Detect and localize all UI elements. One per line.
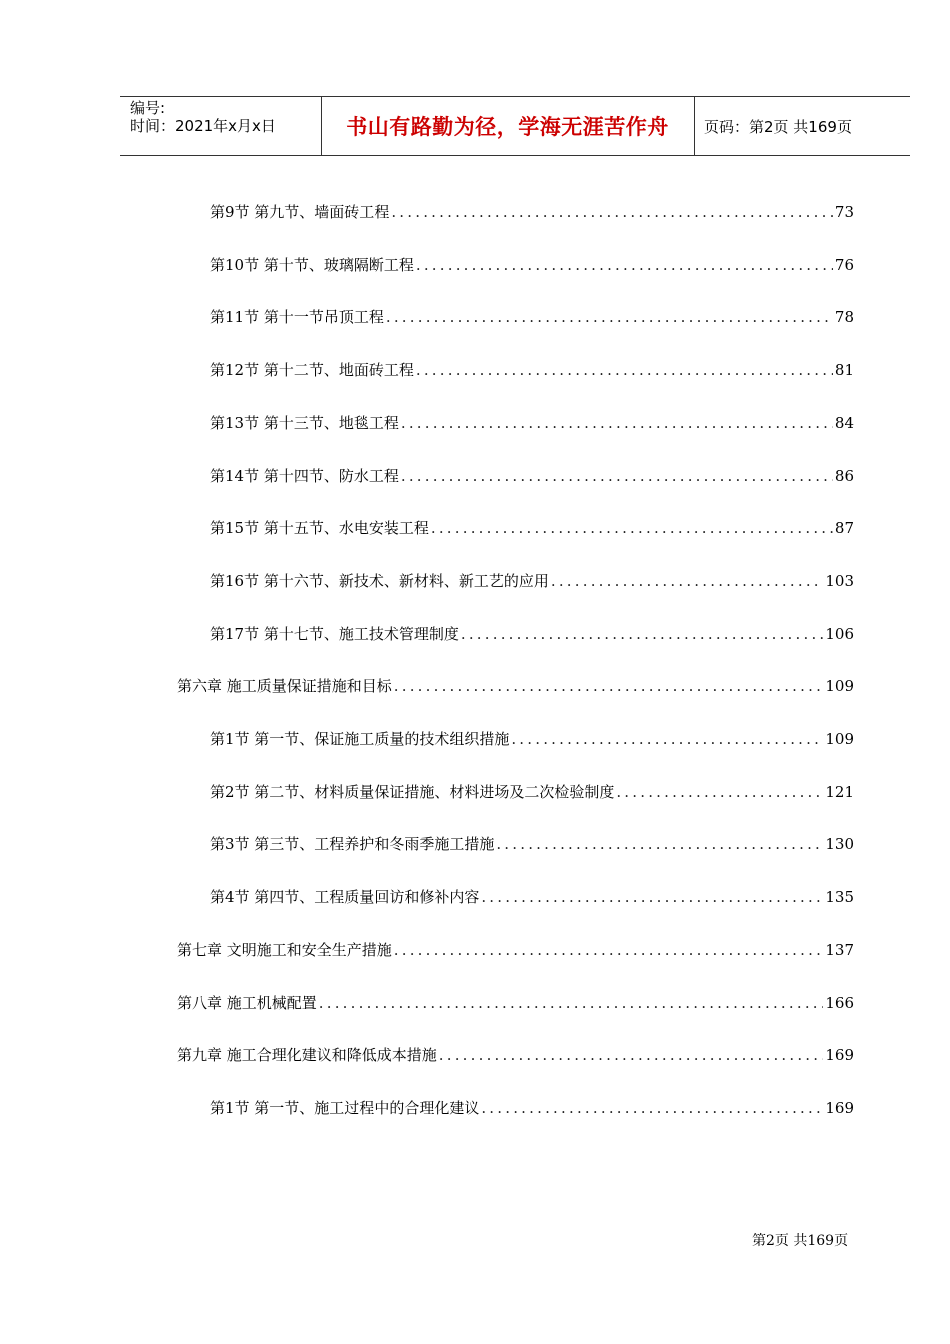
toc-entry[interactable] xyxy=(177,938,854,962)
toc-entry-page: 137 xyxy=(825,940,854,959)
toc-entry-label: 第10节 第十节、玻璃隔断工程 xyxy=(210,255,414,274)
code-label: 编号: xyxy=(130,99,166,117)
toc-entry-page: 86 xyxy=(834,466,854,485)
toc-dot-leader xyxy=(416,253,833,277)
toc-entry-label: 第11节 第十一节吊顶工程 xyxy=(210,308,384,327)
toc-entry-page: 106 xyxy=(825,624,854,643)
header-page-info: 页码：第2页 共169页 xyxy=(704,117,852,136)
toc-entry[interactable] xyxy=(210,622,854,646)
toc-entry-label: 第2节 第二节、材料质量保证措施、材料进场及二次检验制度 xyxy=(210,782,615,801)
toc-entry[interactable] xyxy=(177,991,854,1015)
toc-entry[interactable] xyxy=(210,253,854,277)
toc-entry-page: 109 xyxy=(825,677,854,696)
toc-entry-label: 第13节 第十三节、地毯工程 xyxy=(210,413,399,432)
toc-entry-label: 第16节 第十六节、新技术、新材料、新工艺的应用 xyxy=(210,571,549,590)
toc-entry-page: 109 xyxy=(825,730,854,748)
toc-entry-page: 103 xyxy=(825,571,854,590)
toc-entry[interactable] xyxy=(210,305,854,329)
toc-entry-label: 第15节 第十五节、水电安装工程 xyxy=(210,519,429,538)
toc-entry[interactable] xyxy=(210,516,854,540)
toc-entry-page: 166 xyxy=(825,993,854,1012)
toc-dot-leader xyxy=(481,1096,823,1120)
toc-entry-label: 第12节 第十二节、地面砖工程 xyxy=(210,361,414,380)
header-meta xyxy=(130,99,276,135)
toc-entry-label: 第九章 施工合理化建议和降低成本措施 xyxy=(177,1046,437,1065)
toc-entry-label: 第1节 第一节、保证施工质量的技术组织措施 xyxy=(210,730,510,748)
toc-entry[interactable] xyxy=(210,569,854,593)
toc-entry-page: 169 xyxy=(825,1098,854,1117)
toc-entry[interactable] xyxy=(210,832,854,856)
toc-entry-label: 第9节 第九节、墙面砖工程 xyxy=(210,203,390,221)
toc-dot-leader xyxy=(394,674,824,698)
toc-entry[interactable] xyxy=(210,780,854,804)
toc-dot-leader xyxy=(616,780,823,804)
toc-entry[interactable] xyxy=(177,674,854,698)
toc-entry-label: 第4节 第四节、工程质量回访和修补内容 xyxy=(210,888,480,907)
toc-entry-page: 78 xyxy=(834,308,854,327)
toc-dot-leader xyxy=(394,938,824,962)
toc-entry[interactable] xyxy=(210,200,854,224)
toc-dot-leader xyxy=(401,464,833,488)
toc-entry[interactable] xyxy=(210,1096,854,1120)
toc-dot-leader xyxy=(496,832,823,856)
header-divider xyxy=(694,97,695,155)
toc-entry-label: 第1节 第一节、施工过程中的合理化建议 xyxy=(210,1098,480,1117)
toc-entry-page: 169 xyxy=(825,1046,854,1065)
toc-entry-page: 87 xyxy=(834,519,854,538)
page-header xyxy=(120,96,910,156)
toc-dot-leader xyxy=(386,305,833,329)
toc-entry[interactable] xyxy=(210,358,854,382)
toc-dot-leader xyxy=(439,1043,824,1067)
toc-entry-page: 130 xyxy=(825,835,854,854)
toc-dot-leader xyxy=(401,411,833,435)
toc-dot-leader xyxy=(461,622,824,646)
toc-entry[interactable] xyxy=(210,411,854,435)
time-label: 时间：2021年x月x日 xyxy=(130,117,276,135)
toc-entry-page: 121 xyxy=(825,782,854,801)
toc-entry[interactable] xyxy=(210,464,854,488)
toc-entry-page: 73 xyxy=(834,203,854,221)
toc-dot-leader xyxy=(431,516,833,540)
toc-entry-page: 81 xyxy=(834,361,854,380)
toc-entry-label: 第八章 施工机械配置 xyxy=(177,993,317,1012)
toc-entry-label: 第14节 第十四节、防水工程 xyxy=(210,466,399,485)
toc-entry-label: 第17节 第十七节、施工技术管理制度 xyxy=(210,624,459,643)
toc-entry-label: 第六章 施工质量保证措施和目标 xyxy=(177,677,392,696)
header-motto: 书山有路勤为径，学海无涯苦作舟 xyxy=(346,115,669,139)
toc-entry[interactable] xyxy=(210,885,854,909)
toc-dot-leader xyxy=(391,200,833,224)
toc-entry-label: 第3节 第三节、工程养护和冬雨季施工措施 xyxy=(210,835,495,854)
toc-dot-leader xyxy=(551,569,824,593)
page-footer: 第2页 共169页 xyxy=(752,1233,849,1249)
toc-entry-label: 第七章 文明施工和安全生产措施 xyxy=(177,940,392,959)
toc-entry-page: 84 xyxy=(834,413,854,432)
toc-entry-page: 76 xyxy=(834,255,854,274)
toc-entry-page: 135 xyxy=(825,888,854,907)
toc-entry[interactable] xyxy=(177,1043,854,1067)
toc-dot-leader xyxy=(481,885,823,909)
toc-dot-leader xyxy=(511,727,823,751)
toc-dot-leader xyxy=(319,991,824,1015)
toc-entry[interactable] xyxy=(210,727,854,751)
toc-dot-leader xyxy=(416,358,833,382)
